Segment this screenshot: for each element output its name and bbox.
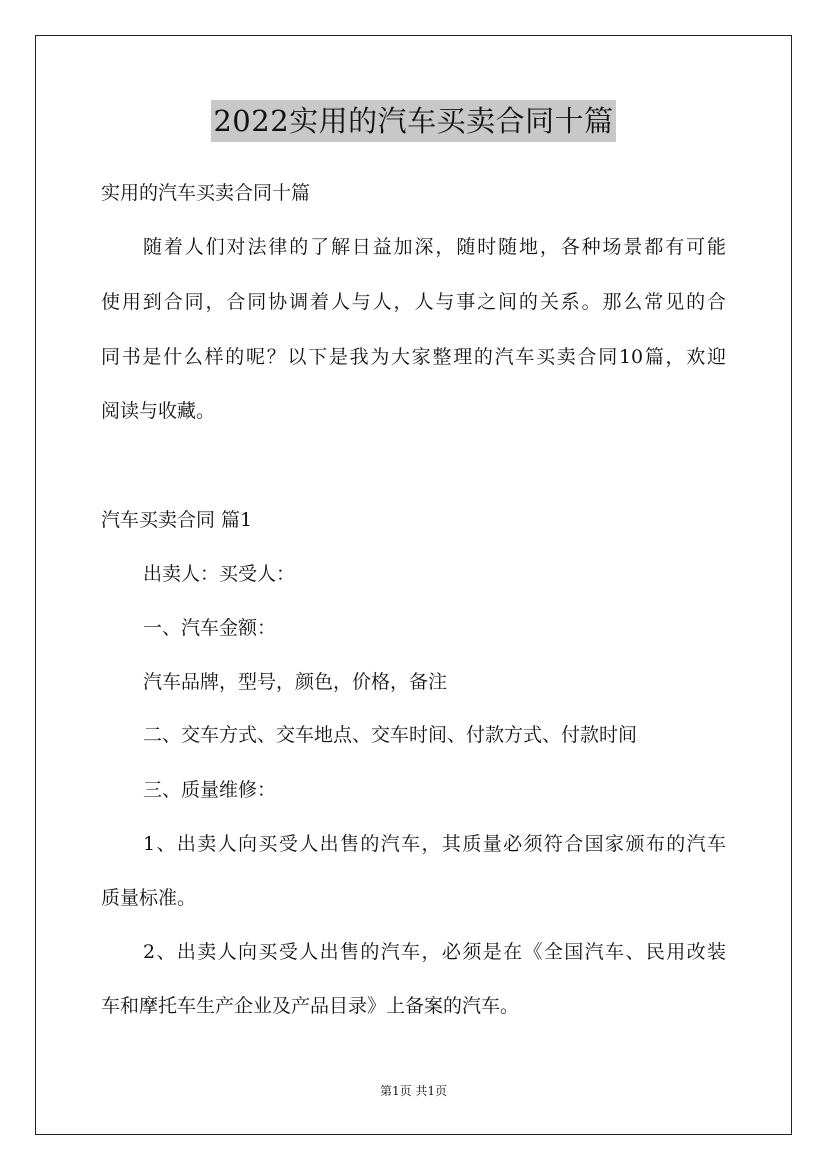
page-footer: 第1页 共1页 [379, 1084, 448, 1098]
section-heading: 汽车买卖合同 篇1 [101, 509, 253, 531]
body-line-7: 质量标准。 [101, 887, 197, 909]
body-line-2: 一、汽车金额： [143, 617, 277, 639]
body-line-3: 汽车品牌，型号，颜色，价格，备注 [143, 671, 448, 693]
body-line-6: 1、出卖人向买受人出售的汽车，其质量必须符合国家颁布的汽车 [143, 833, 726, 855]
body-line-1: 出卖人：买受人： [143, 563, 296, 585]
intro-line-4: 阅读与收藏。 [101, 400, 216, 422]
body-line-4: 二、交车方式、交车地点、交车时间、付款方式、付款时间 [143, 724, 638, 746]
body-line-8: 2、出卖人向买受人出售的汽车，必须是在《全国汽车、民用改装 [143, 941, 726, 963]
document-subtitle: 实用的汽车买卖合同十篇 [101, 182, 311, 204]
intro-line-1: 随着人们对法律的了解日益加深，随时随地，各种场景都有可能 [143, 236, 726, 258]
intro-line-2: 使用到合同，合同协调着人与人，人与事之间的关系。那么常见的合 [101, 291, 726, 313]
intro-line-3: 同书是什么样的呢？以下是我为大家整理的汽车买卖合同10篇，欢迎 [101, 346, 726, 368]
body-line-9: 车和摩托车生产企业及产品目录》上备案的汽车。 [101, 995, 520, 1017]
document-title: 2022实用的汽车买卖合同十篇 [211, 100, 615, 142]
title-container [0, 100, 827, 142]
body-line-5: 三、质量维修： [143, 779, 277, 801]
